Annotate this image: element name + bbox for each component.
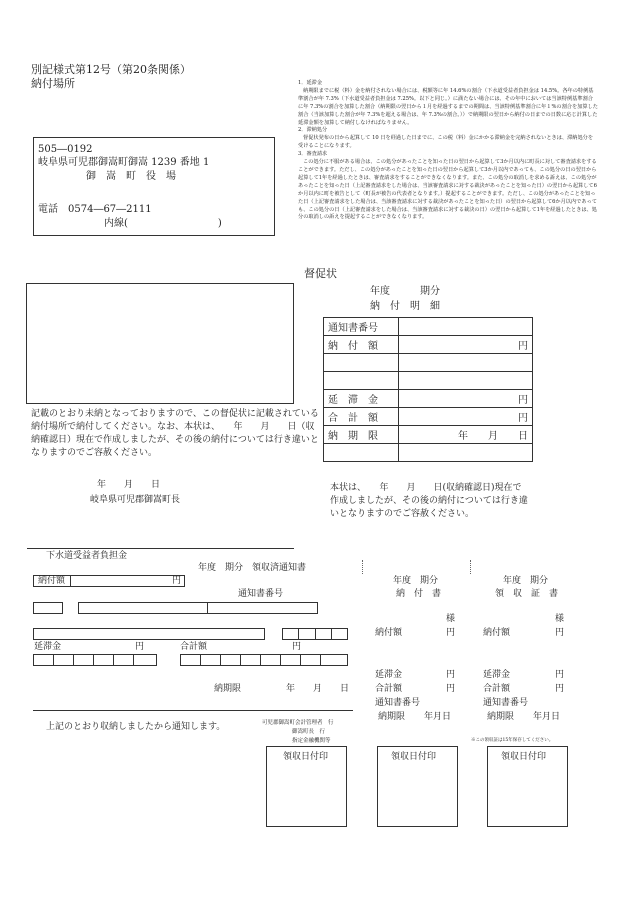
total-yen: 円 — [398, 408, 532, 426]
total-label-bottom: 合計額 — [180, 642, 208, 652]
stamp-box-3 — [487, 746, 568, 827]
extension: 内線( ) — [104, 218, 222, 229]
address-box — [33, 137, 275, 236]
mid-year: 年度 期分 — [393, 576, 439, 586]
postal-code: 505―0192 — [38, 144, 93, 155]
mayor: 御嵩町長 行 — [292, 729, 326, 735]
amount-field-label: 納付額 — [38, 576, 66, 586]
tokusoku-year-label: 年度 期分 — [370, 286, 440, 297]
note-seizure-title: 2．滞納処分 — [298, 127, 328, 134]
treasurer: 可児郡御嵩町会計管理者 行 — [262, 720, 334, 726]
mid-amount-yen: 円 — [446, 628, 456, 638]
late-fee-label-bottom: 延滞金 — [34, 642, 62, 652]
right-year: 年度 期分 — [503, 576, 549, 586]
amount-yen: 円 — [398, 336, 532, 354]
tokusoku-message: 記載のとおり未納となっておりますので、この督促状に記載されている納付場所で納付してください。なお、本状は、 年 月 日（収納確認日）現在で作成しましたが、その後の納付については行き違いとなりますのでご容赦ください。 — [31, 409, 319, 458]
amount-label: 納 付 額 — [324, 336, 399, 354]
right-ym: 年月日 — [533, 712, 561, 722]
right-title: 領 収 証 書 — [495, 589, 559, 599]
issuer-name: 岐阜県可児郡御嵩町長 — [90, 495, 181, 505]
mid-total-yen: 円 — [446, 684, 456, 694]
form-title: 別記様式第12号（第20条関係） — [31, 63, 191, 76]
tokusoku-title: 督促状 — [304, 267, 337, 280]
bank: 指定金融機関等 — [292, 738, 331, 744]
mid-late-fee-yen: 円 — [446, 670, 456, 680]
recipient-box — [26, 283, 294, 404]
deadline-date-bottom: 年 月 日 — [286, 684, 350, 694]
received-message: 上記のとおり収納しましたから通知します。 — [46, 722, 226, 732]
note-appeal-title: 3．審査請求 — [298, 151, 328, 158]
stamp-box-1 — [266, 746, 347, 827]
right-amount-yen: 円 — [555, 628, 565, 638]
right-late-fee-yen: 円 — [555, 670, 565, 680]
detail-table — [323, 317, 533, 462]
detail-title: 納 付 明 細 — [370, 301, 440, 312]
right-total-yen: 円 — [555, 684, 565, 694]
mid-amount: 納付額 — [375, 628, 403, 638]
right-notice-no: 通知書番号 — [483, 698, 529, 708]
right-sama: 様 — [555, 614, 565, 624]
mid-title: 納 付 書 — [396, 589, 442, 599]
section-title: 下水道受益者負担金 — [46, 551, 128, 561]
status-message: 本状は、 年 月 日(収納確認日)現在で作成しましたが、その後の納付については行き違いとなりますのでご容赦ください。 — [330, 483, 528, 519]
deadline-date: 年 月 日 — [398, 426, 532, 444]
right-total: 合計額 — [483, 684, 511, 694]
total-yen-bottom: 円 — [292, 642, 302, 652]
note-late-fee-title: 1．延滞金 — [298, 80, 323, 86]
disclaimer: ※この領収証は15年保存してください。 — [471, 738, 554, 743]
notice-no-label: 通知書番号 — [324, 318, 399, 336]
mid-deadline: 納期限 — [378, 712, 406, 722]
note-appeal-body: この処分に不服がある場合は、この処分があったことを知った日の翌日から起算して3か月以内に町長に対して審査請求をすることができます。ただし、この処分があったことを知った日の翌日から起算して3か月以内であっても、この処分の日の翌日から起算して1年を経過したときは、審査請求をすることができなくなります。また、この処分の取消しを求める訴えは、この処分があったことを知った日（上記審査請求をした場合は、当該審査請求に対する裁決があったことを知った日）の翌日から起算して6か月以内に町を被告として（町長が被告の代表者となります。）提起することができます。ただし、この処分があったことを知った日（上記審査請求をした場合は、当該審査請求に対する裁決があったことを知った日）の翌日から起算して6か月以内であっても、この処分の日（上記審査請求をした場合は、当該審査請求に対する裁決の日）の翌日から起算して1年を経過したときは、処分の取消しの訴えを提起することができなくなります。 — [298, 159, 597, 221]
note-seizure-body: 督促状発布の日から起算して 10 日を経過した日までに、この税（料）金にかかる滞納金を完納されないときは、滞納処分を受けることになります。 — [298, 135, 594, 150]
stamp-box-2 — [377, 746, 458, 827]
issue-date: 年 月 日 — [97, 480, 161, 490]
receipt-notice-title: 年度 期分 領収済通知書 — [198, 563, 307, 573]
notice-no-label-bottom: 通知書番号 — [238, 589, 284, 599]
mid-notice-no: 通知書番号 — [375, 698, 421, 708]
late-fee-yen-bottom: 円 — [135, 642, 145, 652]
stamp-label-3: 領収日付印 — [501, 752, 547, 762]
mid-sama: 様 — [446, 614, 456, 624]
amount-field — [33, 575, 185, 587]
right-amount: 納付額 — [483, 628, 511, 638]
office-name: 御 嵩 町 役 場 — [86, 171, 176, 182]
notes — [298, 80, 598, 222]
amount-field-yen: 円 — [172, 576, 182, 586]
phone: 電話 0574―67―2111 — [38, 204, 152, 215]
mid-late-fee: 延滞金 — [375, 670, 403, 680]
stamp-label-2: 領収日付印 — [391, 752, 437, 762]
total-label: 合 計 額 — [324, 408, 399, 426]
mid-total: 合計額 — [375, 684, 403, 694]
late-fee-label: 延 滞 金 — [324, 390, 399, 408]
deadline-label: 納 期 限 — [324, 426, 399, 444]
deadline-label-bottom: 納期限 — [214, 684, 242, 694]
address-line: 岐阜県可児郡御嵩町御嵩 1239 番地 1 — [38, 157, 210, 168]
mid-ym: 年月日 — [424, 712, 452, 722]
note-late-fee-body: 納期限までに税（料）金を納付されない場合には、税額等に年 14.6%の割合（下水道受益者負担金は 14.5%。各年の特例基準割合が年 7.3%（下水道受益者負担金は 7.25%。以下と同じ。）に満たない場合には、その年中においては当該特例基準割合に年 7.3%の割合を加算した割合（納期限の翌日から１月を経過するまでの期間は、当該特例基準割合に年１%の割合を加算した割合（当該加算した割合が年 7.3%を超える場合は、年 7.3%の割合。））で納期限の翌日から納付の日までの日数に応じ計算した延滞金額を加算して納付しなければなりません。 — [298, 87, 598, 126]
stamp-label-1: 領収日付印 — [283, 752, 329, 762]
payment-place-title: 納付場所 — [31, 77, 75, 90]
right-late-fee: 延滞金 — [483, 670, 511, 680]
late-fee-yen: 円 — [398, 390, 532, 408]
right-deadline: 納期限 — [487, 712, 515, 722]
